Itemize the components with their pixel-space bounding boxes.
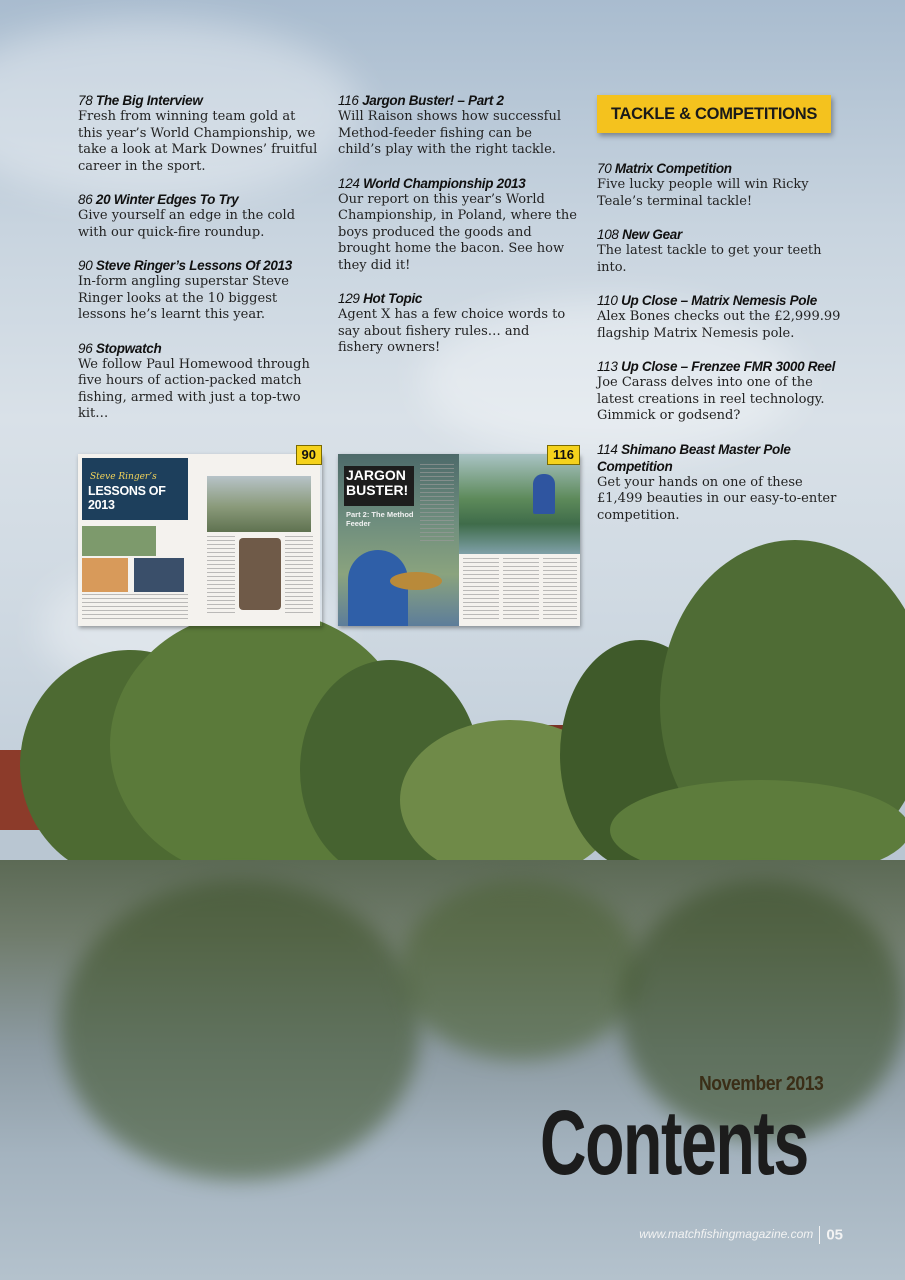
entry-description: Agent X has a few choice words to say about fishery rules… and fishery owners! [338,307,566,355]
contents-column-2 [338,92,578,373]
entry-title: 20 Winter Edges To Try [95,192,239,207]
entry-description: The latest tackle to get your teeth into. [597,243,822,275]
page-number: 78 [78,93,93,108]
thumbnail-body-text [285,536,313,616]
page-title: Contents [540,1092,808,1194]
page-number: 96 [78,340,93,356]
contents-entry[interactable] [78,92,323,175]
page-number: 110 [597,293,618,308]
entry-description: Joe Carass delves into one of the latest creations in reel technology. Gimmick or godsend? [597,375,825,423]
contents-entry[interactable] [597,292,847,342]
entry-title: Matrix Competition [614,161,732,176]
thumbnail-headline: LESSONS OF 2013 [88,484,166,512]
thumbnail-photo [134,558,184,592]
entry-title: Hot Topic [363,291,423,306]
thumbnail-photo [82,558,128,592]
contents-entry[interactable] [338,290,578,357]
page-number: 129 [338,291,360,306]
contents-entry[interactable] [78,340,323,423]
tree-reflection [60,880,420,1180]
contents-entry[interactable] [597,358,847,425]
contents-column-1 [78,92,323,439]
page-number: 113 [597,359,618,374]
thumbnail-body-text [82,594,188,622]
thumbnail-fish [390,572,442,590]
thumbnail-jargon-buster[interactable] [338,447,580,626]
thumbnail-left-page [338,454,459,626]
entry-description: Give yourself an edge in the cold with our quick-fire roundup. [78,208,296,240]
section-banner-tackle-competitions: TACKLE & COMPETITIONS [597,95,831,133]
entry-description: We follow Paul Homewood through five hours of action-packed match fishing, armed with just a top-two kit… [78,356,310,421]
entry-title: The Big Interview [95,93,203,108]
contents-entry[interactable] [338,175,578,275]
thumbnail-right-page [459,454,580,626]
thumbnail-left-page [78,454,199,626]
issue-date: November 2013 [699,1073,824,1095]
entry-title: Stopwatch [95,340,162,356]
thumbnail-body-text [207,536,235,616]
page-number: 90 [78,258,93,273]
entry-description: Five lucky people will win Ricky Teale’s terminal tackle! [597,177,809,209]
page-number: 116 [338,93,359,108]
thumbnail-headline: JARGON BUSTER! [346,467,409,498]
thumbnail-photo [459,454,580,554]
contents-entry[interactable] [338,92,578,159]
contents-entry[interactable] [597,441,847,525]
entry-title: Up Close – Matrix Nemesis Pole [621,293,817,308]
thumbnail-body-text [420,464,454,544]
entry-title: Steve Ringer’s Lessons Of 2013 [95,258,292,273]
entry-description: Our report on this year’s World Championship, in Poland, where the boys produced the goods and brought home the bacon. See how they did it! [338,191,577,273]
contents-column-3 [597,160,847,540]
entry-description: Will Raison shows how successful Method-feeder fishing can be child’s play with the right tackle. [338,109,561,157]
page-number: 108 [597,227,619,242]
entry-description: In-form angling superstar Steve Ringer looks at the 10 biggest lessons he’s learnt this year. [78,274,289,322]
entry-description: Alex Bones checks out the £2,999.99 flagship Matrix Nemesis pole. [597,309,841,341]
contents-entry[interactable] [78,257,323,324]
thumbnail-photo [82,526,156,556]
thumbnail-headline-small: Steve Ringer’s [90,472,157,482]
entry-title: Up Close – Frenzee FMR 3000 Reel [621,359,836,374]
entry-title: New Gear [622,227,682,242]
page-number: 70 [597,161,612,176]
page-number: 86 [78,192,93,207]
entry-description: Get your hands on one of these £1,499 beauties in our easy-to-enter competition. [597,474,837,523]
entry-title: World Championship 2013 [363,175,526,191]
thumbnail-angler [533,474,555,514]
page-number-footer: 05 [826,1226,843,1244]
thumbnail-right-page [199,454,320,626]
website-url[interactable]: www.matchfishingmagazine.com [639,1227,814,1242]
thumbnail-photo [207,476,311,532]
thumbnail-page-badge: 90 [296,445,322,465]
contents-entry[interactable] [597,226,847,276]
thumbnail-lessons-of-2013[interactable] [78,447,322,626]
tree-reflection [400,880,640,1060]
thumbnail-photo [239,538,281,610]
entry-description: Fresh from winning team gold at this year’s World Championship, we take a look at Mark Downes’ fruitful career in the sport. [78,109,318,174]
entry-title: Shimano Beast Master Pole Competition [597,441,791,474]
thumbnail-header-block [82,458,188,520]
thumbnail-body-text [503,558,539,620]
page-number: 124 [338,175,360,191]
contents-entry[interactable] [597,160,847,210]
thumbnail-page-badge: 116 [547,445,580,465]
thumbnail-subhead: Part 2: The Method Feeder [346,510,414,528]
entry-title: Jargon Buster! – Part 2 [362,93,504,108]
thumbnail-body-text [543,558,577,620]
contents-entry[interactable] [78,191,323,241]
page-number: 114 [597,441,618,457]
footer [639,1226,843,1244]
footer-divider [819,1226,820,1244]
thumbnail-body-text [463,558,499,620]
